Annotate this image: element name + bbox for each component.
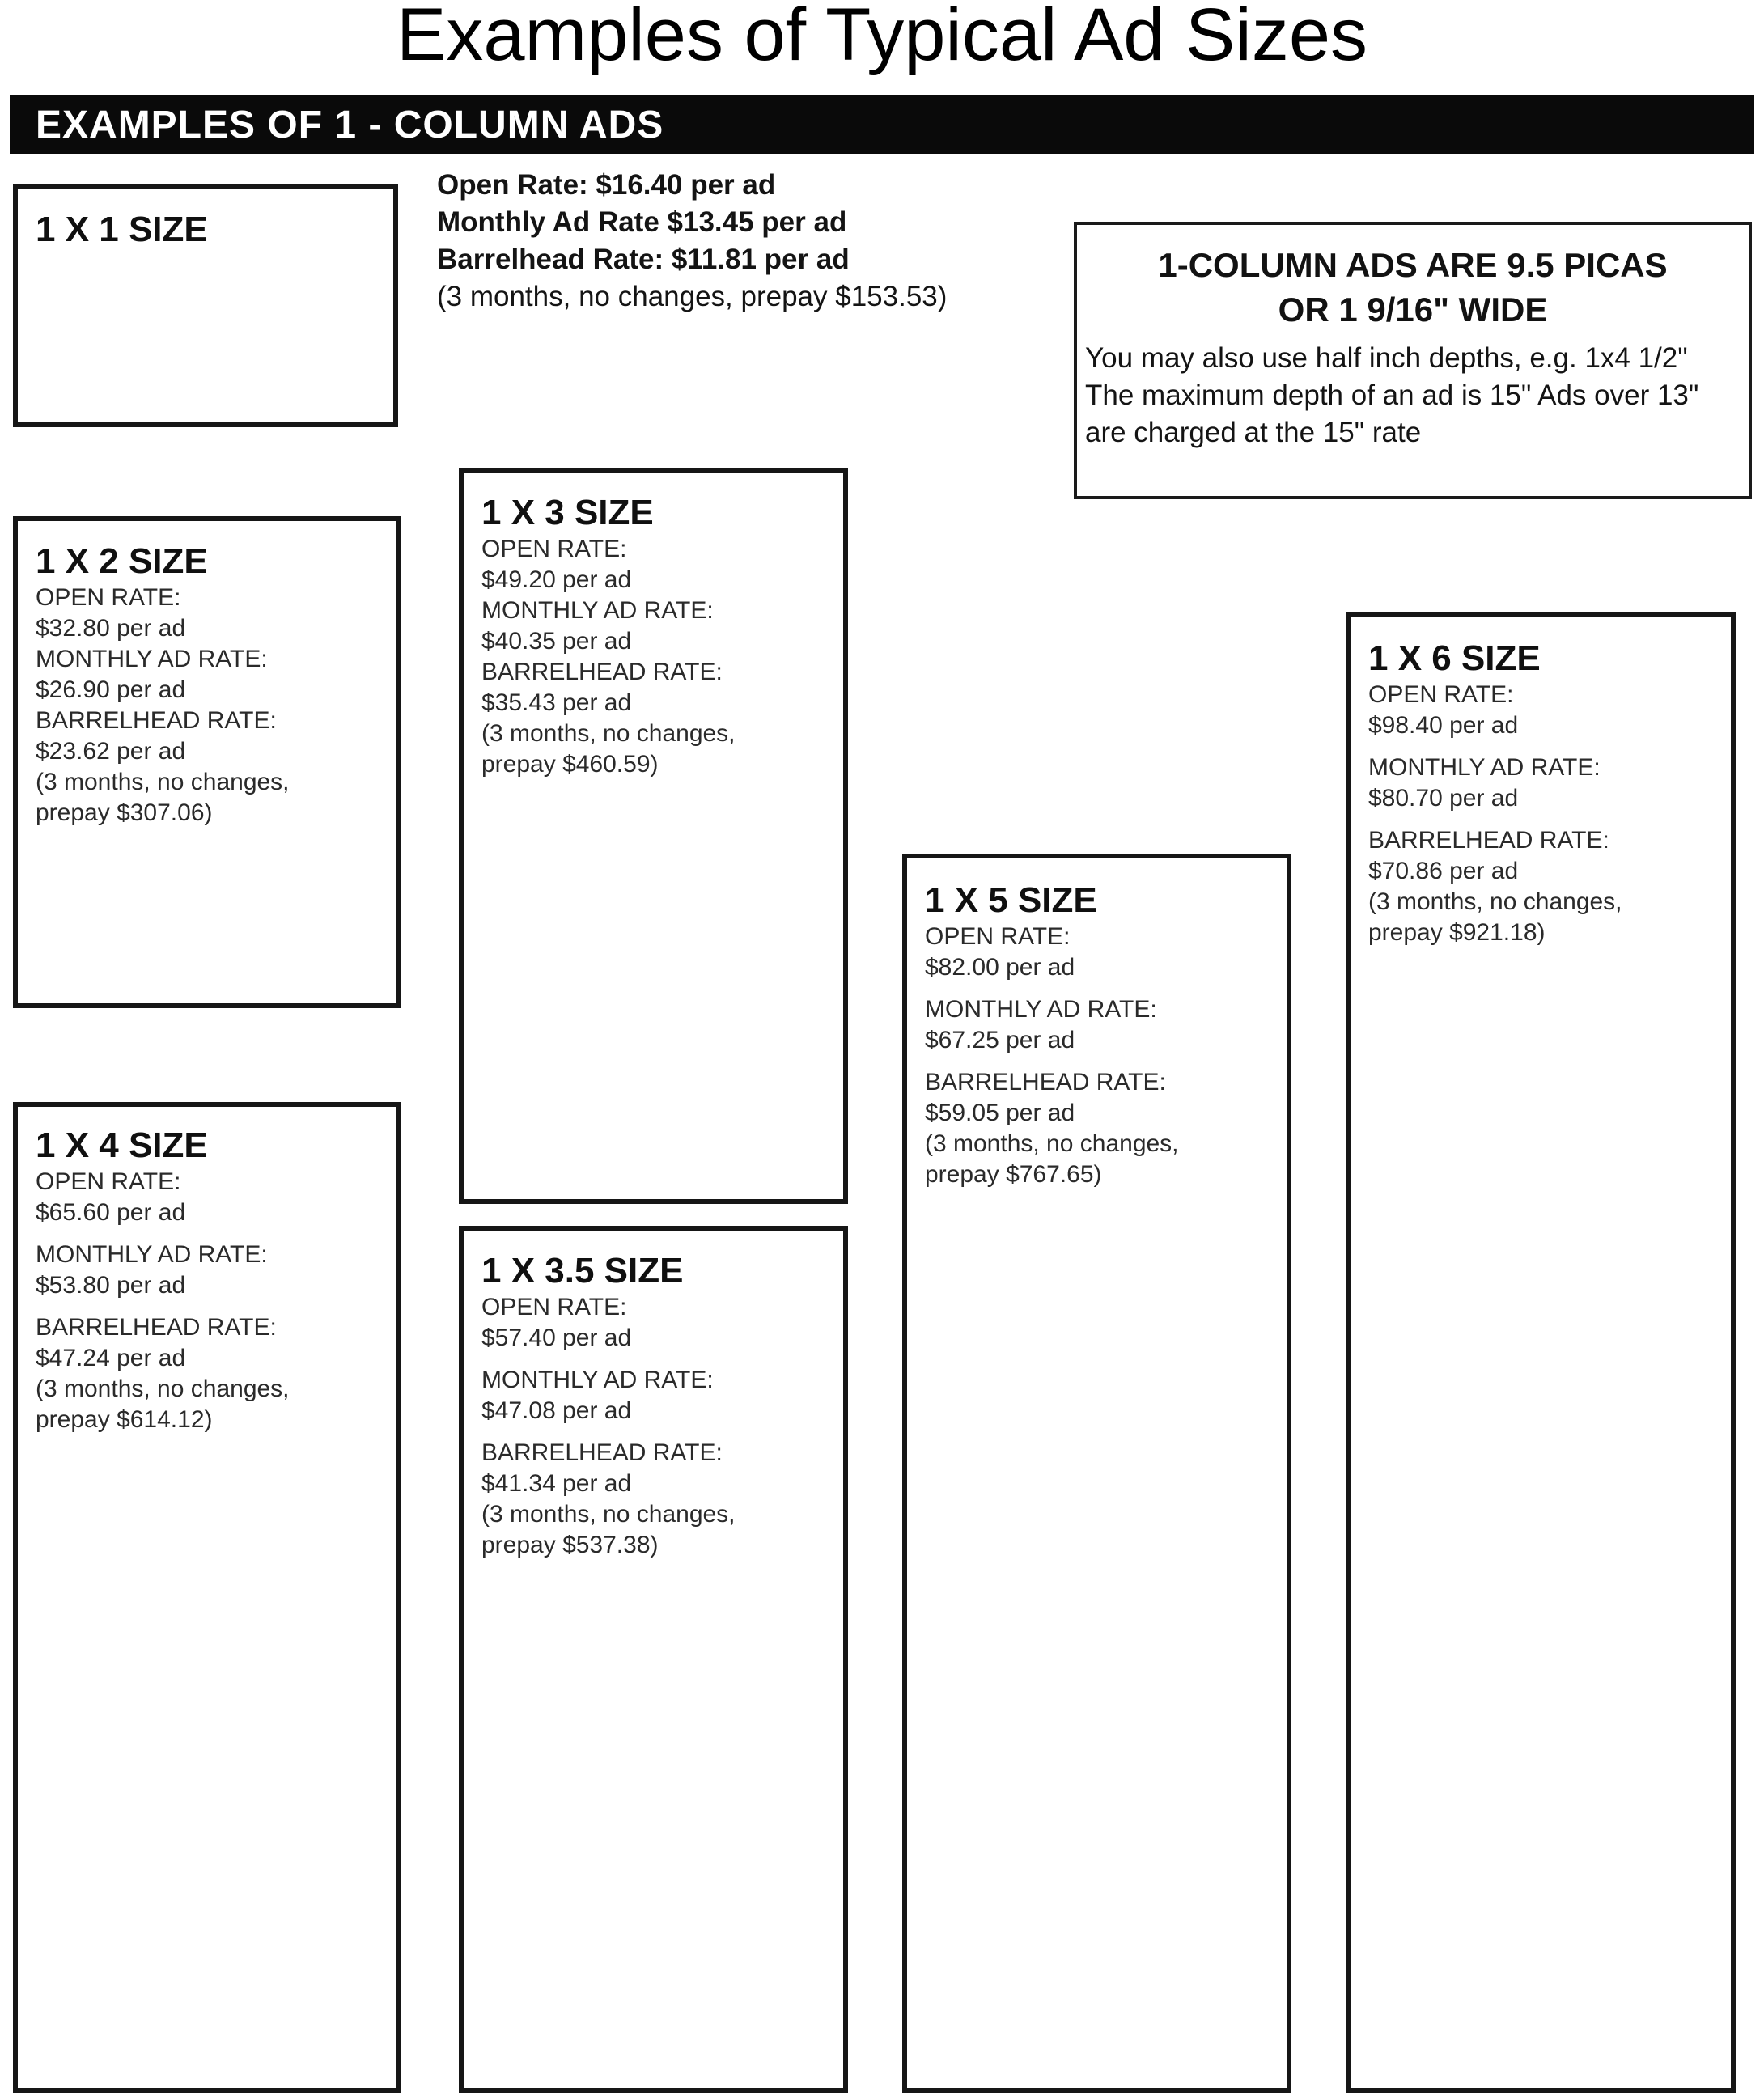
ad-rates [925,922,1269,1190]
ad-box-1x2 [13,516,401,1008]
terms-line1: (3 months, no changes, [481,720,736,747]
ad-box-1x1 [13,184,398,427]
open-rate-value: $98.40 per ad [1368,712,1519,739]
open-rate-label: OPEN RATE: [925,923,1071,950]
terms-line2: prepay $767.65) [925,1161,1102,1188]
terms-line2: prepay $921.18) [1368,919,1546,946]
ad-title: 1 X 3 SIZE [481,493,654,532]
info-heading-line1: 1-COLUMN ADS ARE 9.5 PICAS [1158,246,1668,284]
open-rate-value: $32.80 per ad [36,615,186,642]
terms-line1: (3 months, no changes, [1368,888,1622,915]
ad-box-1x4 [13,1102,401,2093]
monthly-rate-label: MONTHLY AD RATE: [481,597,714,624]
open-rate-label: OPEN RATE: [481,1294,627,1320]
ad-rates [36,1167,378,1435]
monthly-rate-value: $67.25 per ad [925,1027,1075,1053]
open-rate-value: $57.40 per ad [481,1324,632,1351]
barrelhead-rate-label: BARRELHEAD RATE: [925,1069,1166,1096]
monthly-rate-label: MONTHLY AD RATE: [36,646,268,672]
rate-note-1x1 [437,167,947,316]
monthly-rate-label: MONTHLY AD RATE: [36,1241,268,1268]
terms-line2: prepay $460.59) [481,751,659,778]
open-rate-value: $49.20 per ad [481,566,632,593]
barrelhead-rate-label: BARRELHEAD RATE: [481,659,723,685]
ad-box-1x3-5 [459,1226,848,2093]
rate-note-terms: (3 months, no changes, prepay $153.53) [437,281,948,312]
rate-note-open: Open Rate: $16.40 per ad [437,169,776,201]
barrelhead-rate-label: BARRELHEAD RATE: [481,1439,723,1466]
section-banner-label: EXAMPLES OF 1 - COLUMN ADS [36,103,664,146]
monthly-rate-value: $47.08 per ad [481,1397,632,1424]
monthly-rate-value: $80.70 per ad [1368,785,1519,812]
info-heading-line2: OR 1 9/16" WIDE [1278,290,1548,328]
monthly-rate-label: MONTHLY AD RATE: [925,996,1157,1023]
terms-line2: prepay $614.12) [36,1406,213,1433]
barrelhead-rate-value: $47.24 per ad [36,1345,186,1371]
barrelhead-rate-value: $59.05 per ad [925,1100,1075,1126]
ad-title: 1 X 1 SIZE [36,210,208,249]
open-rate-value: $65.60 per ad [36,1199,186,1226]
terms-line2: prepay $307.06) [36,799,213,826]
ad-rates [481,1292,825,1561]
ad-title: 1 X 4 SIZE [36,1125,208,1165]
info-line1: You may also use half inch depths, e.g. 1x4 1/2" [1085,342,1688,374]
page-title: Examples of Typical Ad Sizes [396,0,1368,76]
column-width-info-box [1074,222,1752,499]
open-rate-value: $82.00 per ad [925,954,1075,981]
ad-rates [481,534,825,780]
open-rate-label: OPEN RATE: [36,584,181,611]
open-rate-label: OPEN RATE: [1368,681,1514,708]
terms-line2: prepay $537.38) [481,1532,659,1558]
barrelhead-rate-value: $35.43 per ad [481,689,632,716]
info-body [1085,340,1741,451]
ad-title: 1 X 6 SIZE [1368,638,1541,678]
rate-note-barrelhead: Barrelhead Rate: $11.81 per ad [437,244,850,275]
open-rate-label: OPEN RATE: [36,1168,181,1195]
terms-line1: (3 months, no changes, [925,1130,1179,1157]
monthly-rate-value: $53.80 per ad [36,1272,186,1299]
ad-title: 1 X 3.5 SIZE [481,1251,684,1291]
ad-box-1x6 [1346,612,1736,2093]
terms-line1: (3 months, no changes, [36,769,290,795]
barrelhead-rate-label: BARRELHEAD RATE: [1368,827,1609,854]
barrelhead-rate-value: $70.86 per ad [1368,858,1519,884]
ad-title: 1 X 5 SIZE [925,880,1097,920]
barrelhead-rate-value: $23.62 per ad [36,738,186,765]
info-line3: are charged at the 15" rate [1085,417,1422,448]
barrelhead-rate-label: BARRELHEAD RATE: [36,1314,277,1341]
monthly-rate-label: MONTHLY AD RATE: [481,1367,714,1393]
ad-box-1x5 [902,854,1291,2093]
open-rate-label: OPEN RATE: [481,536,627,562]
monthly-rate-value: $40.35 per ad [481,628,632,655]
ad-rates [1368,680,1713,948]
barrelhead-rate-value: $41.34 per ad [481,1470,632,1497]
barrelhead-rate-label: BARRELHEAD RATE: [36,707,277,734]
ad-box-1x3 [459,468,848,1204]
monthly-rate-value: $26.90 per ad [36,676,186,703]
ad-title: 1 X 2 SIZE [36,541,208,581]
info-line2: The maximum depth of an ad is 15" Ads over 13" [1085,379,1699,411]
terms-line1: (3 months, no changes, [481,1501,736,1528]
monthly-rate-label: MONTHLY AD RATE: [1368,754,1601,781]
terms-line1: (3 months, no changes, [36,1375,290,1402]
ad-rates [36,583,378,829]
section-banner [10,95,1754,154]
rate-note-monthly: Monthly Ad Rate $13.45 per ad [437,206,847,238]
